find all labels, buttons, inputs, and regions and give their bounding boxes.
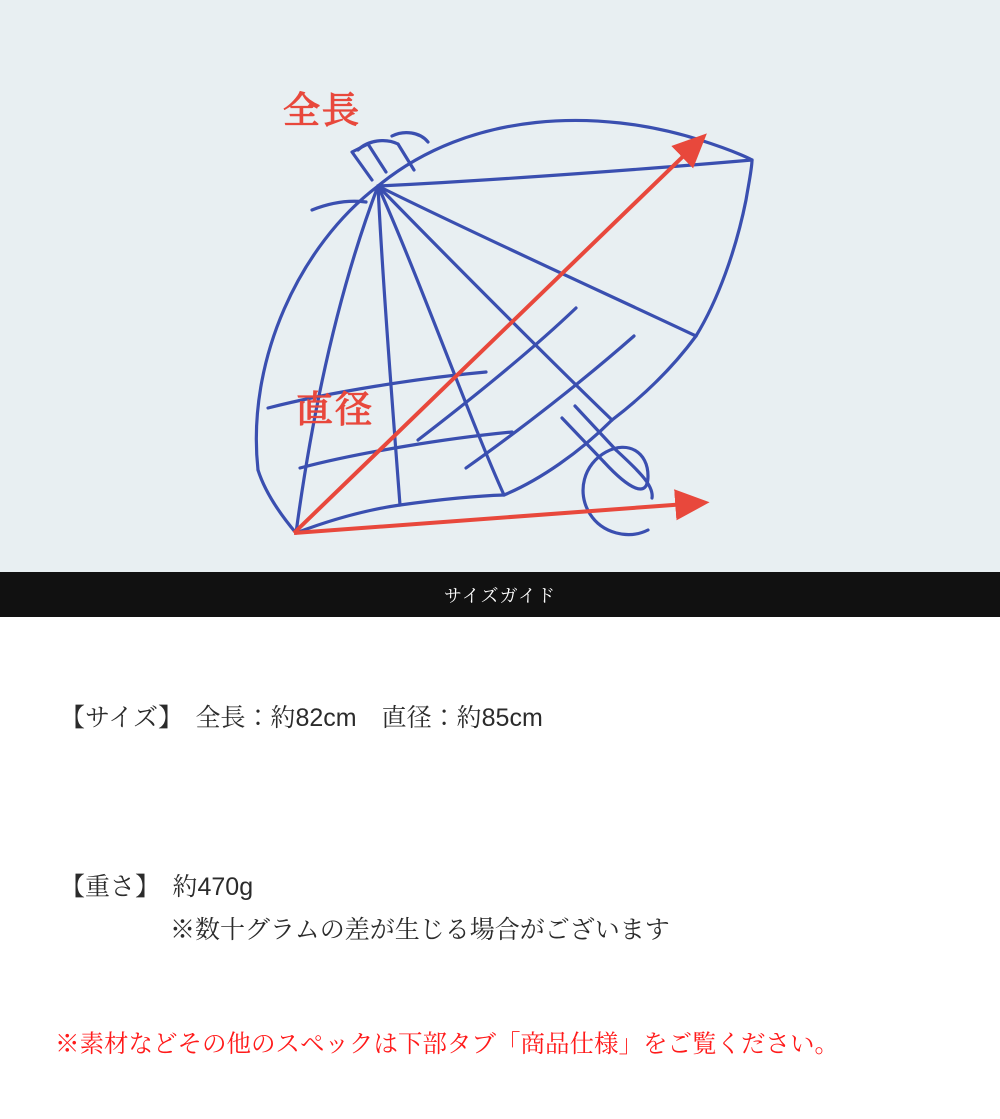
- weight-spec-line: 【重さ】 約470g: [60, 873, 254, 901]
- spec-footnote: ※素材などその他のスペックは下部タブ「商品仕様」をご覧ください。: [55, 1031, 839, 1058]
- size-guide-caption-text: サイズガイド: [443, 585, 557, 606]
- weight-note-line: ※数十グラムの差が生じる場合がございます: [170, 916, 670, 944]
- diameter-arrow: [294, 503, 700, 533]
- length-label: 全長: [283, 90, 361, 131]
- diameter-label: 直径: [296, 389, 374, 430]
- size-guide-caption-bar: [0, 572, 1000, 617]
- specification-text-block: [0, 617, 1000, 1119]
- size-spec-line: 【サイズ】 全長：約82cm 直径：約85cm: [60, 704, 543, 732]
